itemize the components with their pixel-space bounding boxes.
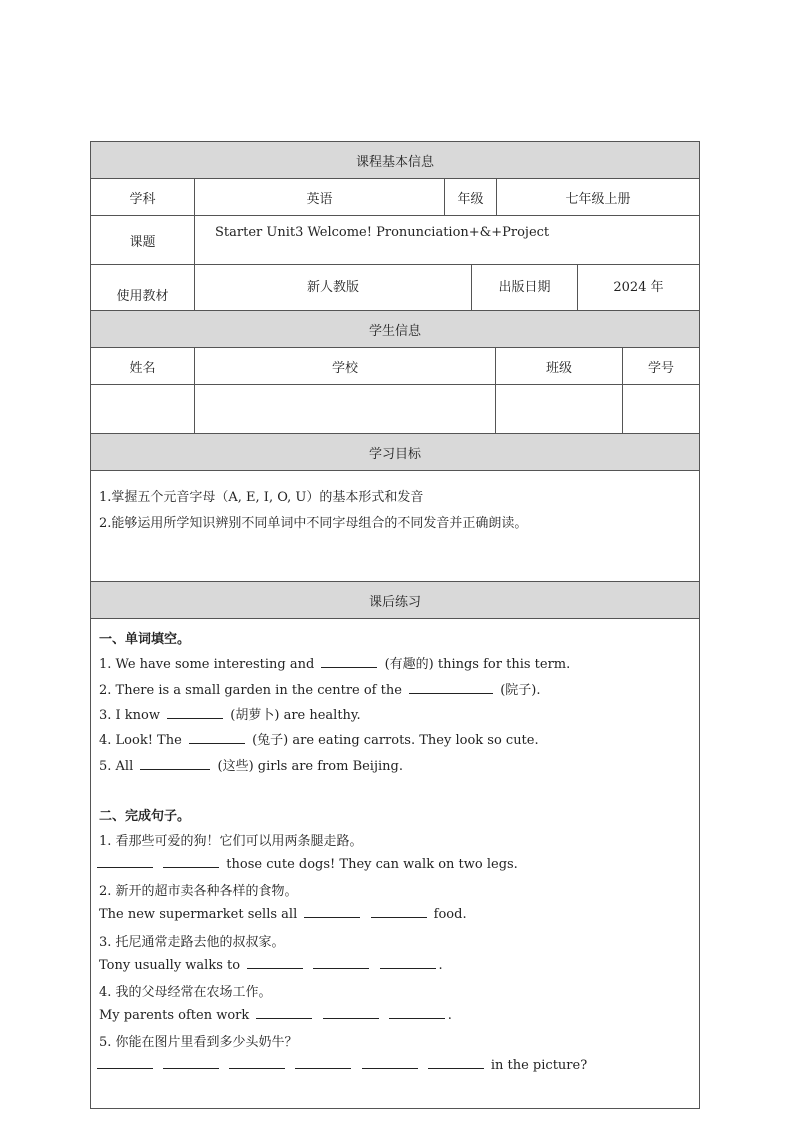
sentence-prompt: 1. 看那些可爱的狗！它们可以用两条腿走路。 xyxy=(99,834,363,849)
subject-row xyxy=(91,179,699,216)
answer-blank[interactable] xyxy=(323,1006,379,1019)
sentence-prompt: 2. 新开的超市卖各种各样的食物。 xyxy=(99,884,298,899)
sentence-text: those cute dogs! They can walk on two legs. xyxy=(226,857,518,872)
answer-blank[interactable] xyxy=(371,905,427,918)
fill-item-text: 1. We have some interesting and xyxy=(99,657,315,672)
fill-item-text: 3. I know xyxy=(99,708,161,723)
goal-item: 2.能够运用所学知识辨别不同单词中不同字母组合的不同发音并正确朗读。 xyxy=(99,516,528,531)
subject-label: 学科 xyxy=(91,179,195,215)
exercise-header xyxy=(91,582,699,619)
answer-blank[interactable] xyxy=(97,1056,153,1069)
textbook-label: 使用教材 xyxy=(91,265,195,310)
sentence-text: in the picture? xyxy=(490,1058,588,1073)
answer-blank[interactable] xyxy=(140,757,210,770)
student-input-row xyxy=(91,385,699,434)
fill-item xyxy=(99,679,540,698)
topic-row xyxy=(91,216,699,265)
sentence-answer xyxy=(99,905,467,922)
student-id-label: 学号 xyxy=(647,360,674,376)
part1-heading: 一、单词填空。 xyxy=(99,632,191,647)
goal-item: 1.掌握五个元音字母（A, E, I, O, U）的基本形式和发音 xyxy=(99,490,424,505)
answer-blank[interactable] xyxy=(428,1056,484,1069)
sentence-text: . xyxy=(447,1008,452,1023)
answer-blank[interactable] xyxy=(362,1056,418,1069)
fill-item-hint: (胡萝卜) are healthy. xyxy=(230,708,361,723)
answer-blank[interactable] xyxy=(295,1056,351,1069)
grade-label: 年级 xyxy=(445,179,497,215)
goals-content xyxy=(91,471,699,582)
answer-blank[interactable] xyxy=(313,956,369,969)
answer-blank[interactable] xyxy=(247,956,303,969)
sentence-text: . xyxy=(438,958,443,973)
answer-blank[interactable] xyxy=(163,855,219,868)
sentence-answer xyxy=(97,1056,587,1073)
fill-item-hint: (这些) girls are from Beijing. xyxy=(217,759,403,774)
sentence-text: My parents often work xyxy=(99,1008,250,1023)
goals-title: 学习目标 xyxy=(368,446,421,462)
topic-label: 课题 xyxy=(91,216,195,264)
fill-item xyxy=(99,704,361,723)
fill-item-text: 5. All xyxy=(99,759,134,774)
textbook-value: 新人教版 xyxy=(195,265,472,310)
subject-value: 英语 xyxy=(195,179,445,215)
course-info-header xyxy=(91,142,699,179)
fill-item-hint: (兔子) are eating carrots. They look so cute. xyxy=(252,733,539,748)
class-field[interactable] xyxy=(496,385,623,433)
student-label-row xyxy=(91,348,699,385)
answer-blank[interactable] xyxy=(321,655,377,668)
part2-heading: 二、完成句子。 xyxy=(99,809,191,824)
answer-blank[interactable] xyxy=(256,1006,312,1019)
fill-item xyxy=(99,653,570,672)
answer-blank[interactable] xyxy=(167,706,223,719)
pubdate-label: 出版日期 xyxy=(472,265,578,310)
sentence-prompt: 3. 托尼通常走路去他的叔叔家。 xyxy=(99,935,285,950)
sentence-text: food. xyxy=(433,907,467,922)
student-id-field[interactable] xyxy=(623,385,699,433)
sentence-prompt: 4. 我的父母经常在农场工作。 xyxy=(99,985,272,1000)
student-info-header xyxy=(91,311,699,348)
worksheet-table xyxy=(90,141,700,1109)
sentence-text: Tony usually walks to xyxy=(99,958,241,973)
name-label: 姓名 xyxy=(91,348,195,384)
exercise-title: 课后练习 xyxy=(368,594,421,610)
answer-blank[interactable] xyxy=(380,956,436,969)
sentence-answer xyxy=(99,1006,452,1023)
topic-value: Starter Unit3 Welcome! Pronunciation+&+Project xyxy=(215,225,550,240)
answer-blank[interactable] xyxy=(409,681,493,694)
sentence-text: The new supermarket sells all xyxy=(99,907,298,922)
school-label: 学校 xyxy=(195,348,496,384)
answer-blank[interactable] xyxy=(189,731,245,744)
answer-blank[interactable] xyxy=(304,905,360,918)
sentence-answer xyxy=(99,956,443,973)
answer-blank[interactable] xyxy=(229,1056,285,1069)
answer-blank[interactable] xyxy=(389,1006,445,1019)
sentence-answer xyxy=(97,855,518,872)
fill-item xyxy=(99,755,403,774)
school-field[interactable] xyxy=(195,385,496,433)
fill-item-text: 2. There is a small garden in the centre of the xyxy=(99,683,402,698)
student-info-title: 学生信息 xyxy=(368,323,421,339)
class-label: 班级 xyxy=(496,348,623,384)
answer-blank[interactable] xyxy=(163,1056,219,1069)
fill-item-text: 4. Look! The xyxy=(99,733,182,748)
textbook-row xyxy=(91,265,699,311)
course-info-title: 课程基本信息 xyxy=(355,154,434,170)
fill-item-hint: (有趣的) things for this term. xyxy=(384,657,571,672)
sentence-prompt: 5. 你能在图片里看到多少头奶牛？ xyxy=(99,1035,298,1050)
answer-blank[interactable] xyxy=(97,855,153,868)
name-field[interactable] xyxy=(91,385,195,433)
fill-item xyxy=(99,729,539,748)
fill-item-hint: (院子). xyxy=(500,683,541,698)
pubdate-value: 2024 年 xyxy=(613,280,664,295)
grade-value: 七年级上册 xyxy=(565,191,631,207)
goals-header xyxy=(91,434,699,471)
